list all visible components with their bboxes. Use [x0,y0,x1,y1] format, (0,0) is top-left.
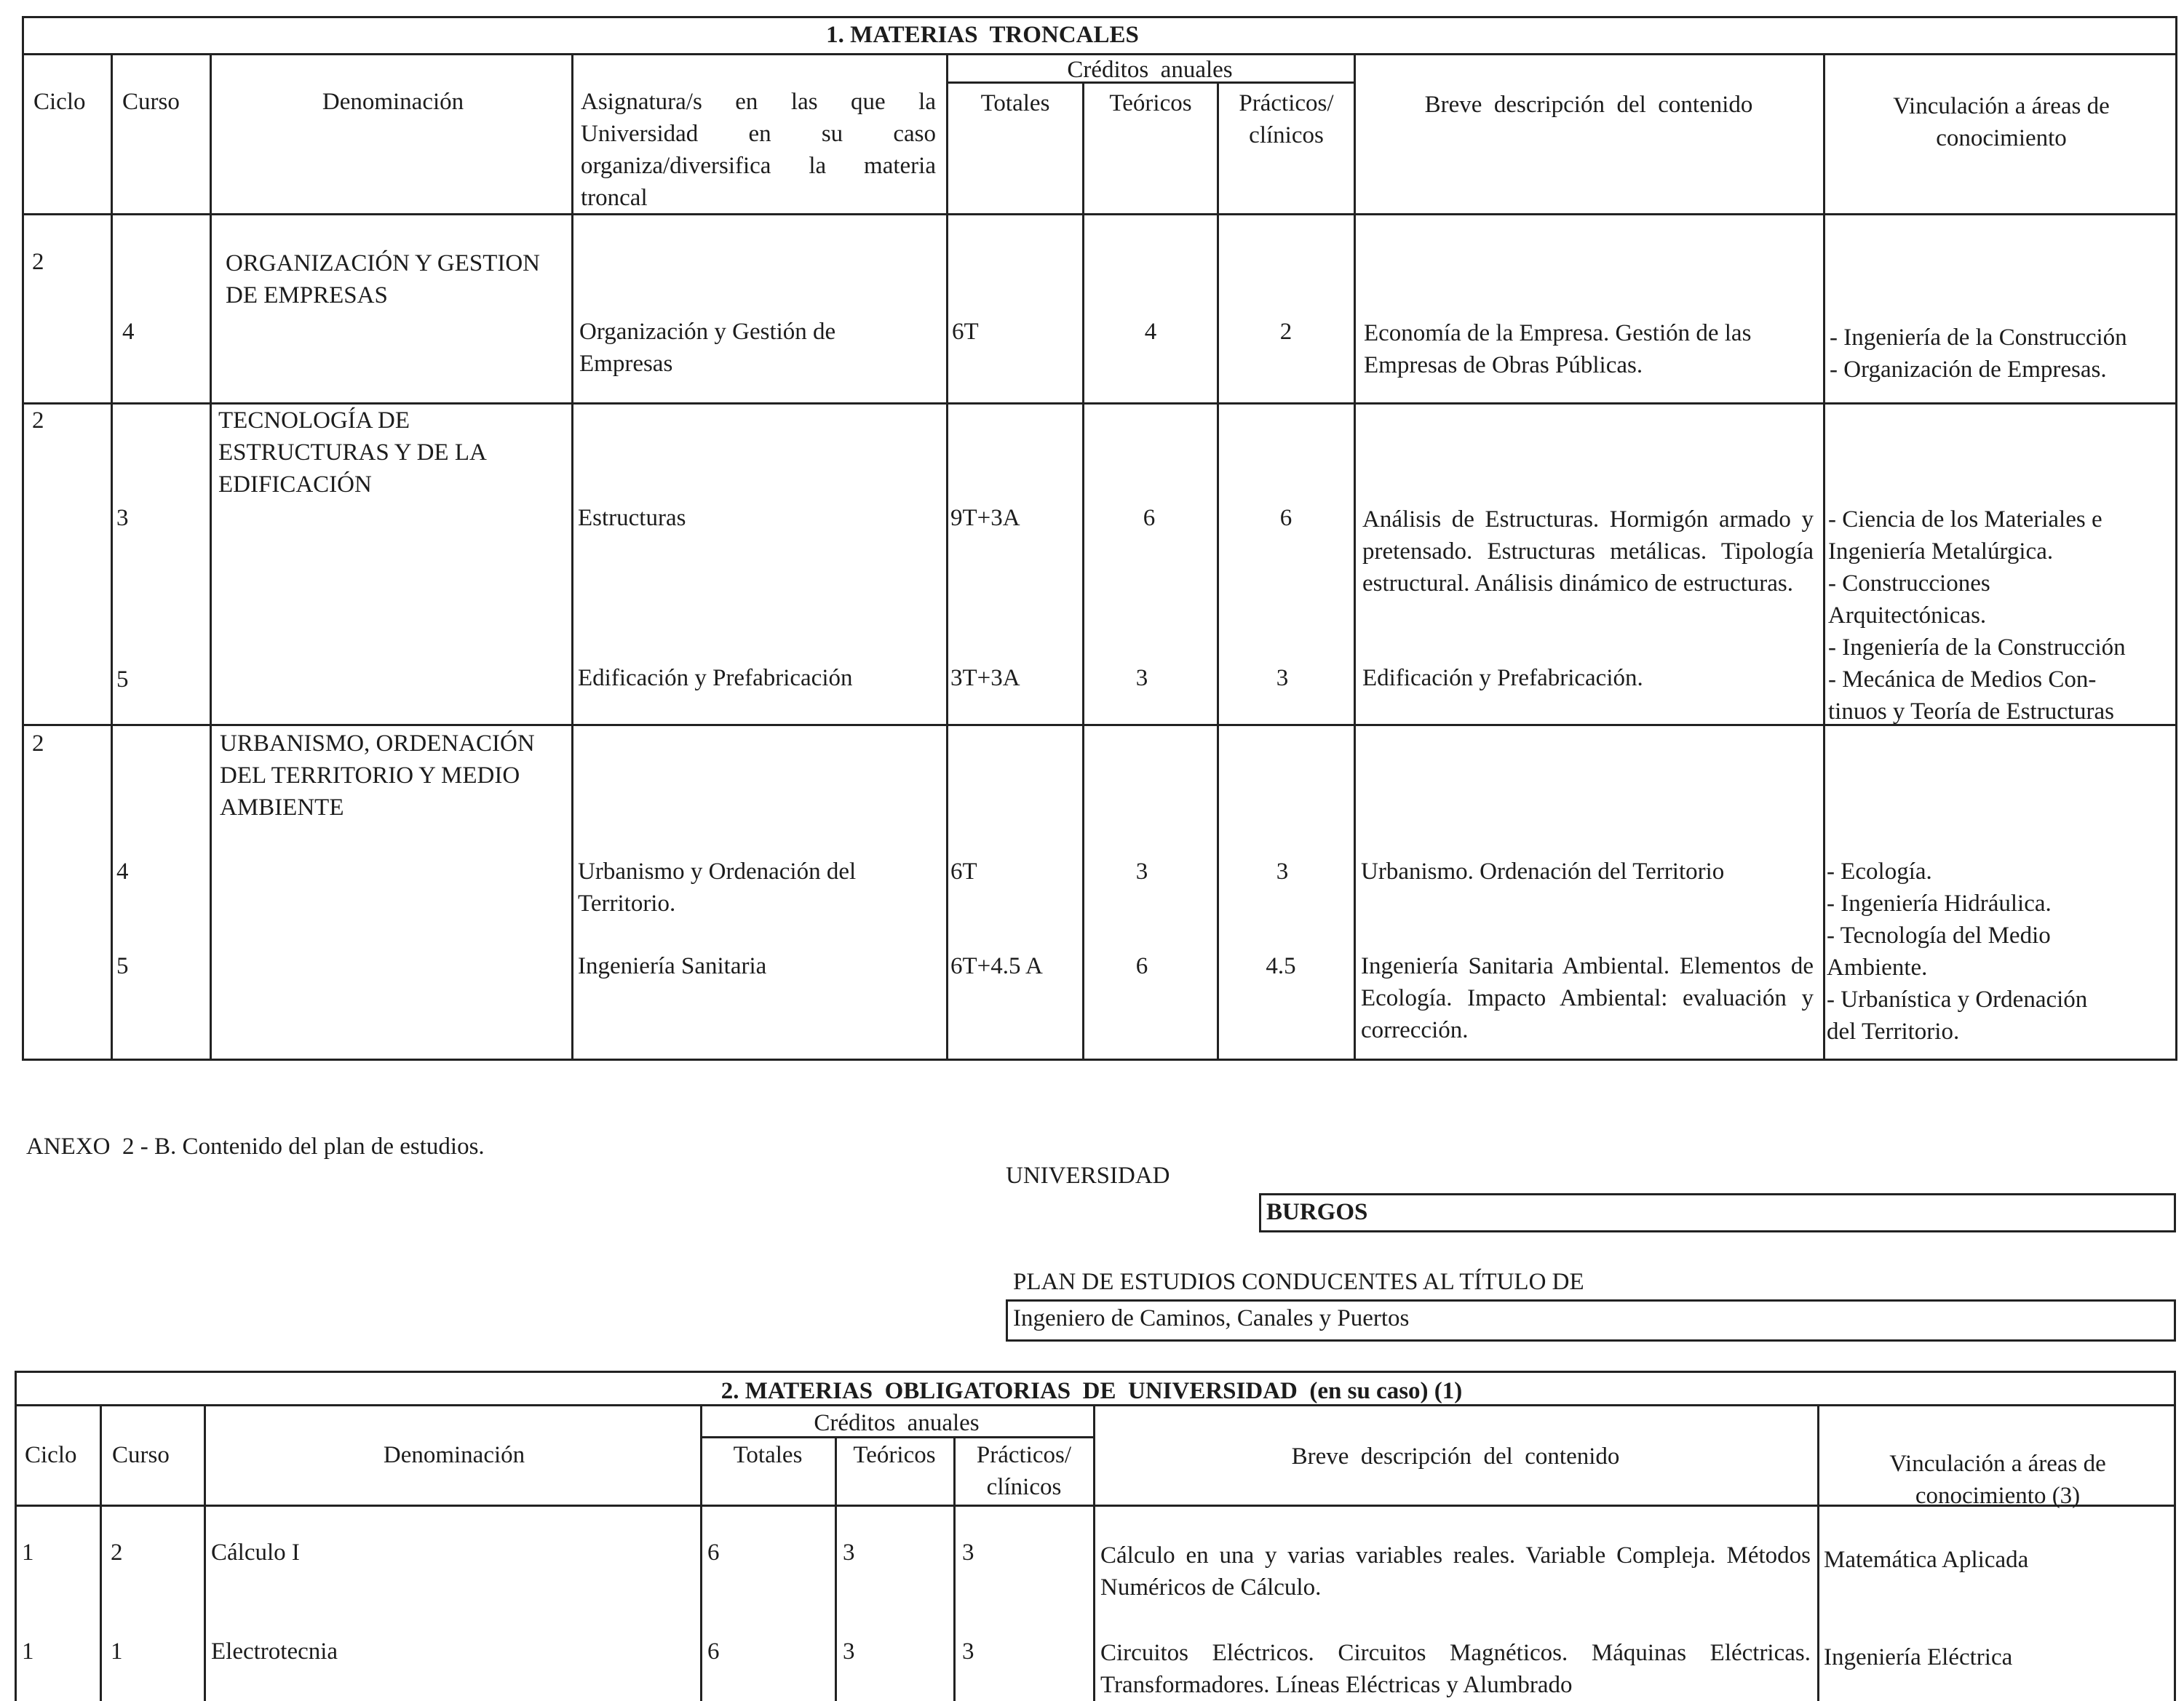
t2-col-line [15,1371,17,1701]
t2-denominacion: Electrotecnia [211,1638,338,1665]
t1-descripcion: Análisis de Estructuras. Hormigón armado y pretensado. Estructuras metálicas. Tipología estructural. Análisis dinámico de estructuras. [1362,506,1814,597]
t1-denominacion: URBANISMO, ORDENACIÓN DEL TERRITORIO Y MEDIO AMBIENTE [220,730,535,821]
t1-col-line [1354,53,1356,1061]
t2-col-line [700,1404,702,1701]
t2-ciclo: 1 [22,1638,34,1665]
t2-descripcion: Cálculo en una y varias variables reales. Variable Compleja. Métodos Numéricos de Cálculo. [1100,1542,1811,1601]
t1-col-line [22,16,24,1061]
universidad-label: UNIVERSIDAD [1006,1163,1170,1189]
t1-header-bottom-line [22,213,2177,215]
t2-header-descripcion: Breve descripción del contenido [1291,1443,1620,1470]
t1-col-line [2175,16,2177,1061]
t1-header-practicos: Prácticos/ clínicos [1239,90,1334,148]
t1-col-line [1217,81,1219,1061]
t1-practicos: 3 [1276,665,1289,691]
t1-denominacion: ORGANIZACIÓN Y GESTION DE EMPRESAS [226,250,541,308]
t1-col-line [111,53,113,1061]
t1-col-line [1823,53,1825,1061]
t1-descripcion: Ingeniería Sanitaria Ambiental. Elementos de Ecología. Impacto Ambiental: evaluación y corrección. [1361,953,1814,1043]
t1-practicos: 4.5 [1266,953,1296,979]
t2-vinculacion: Ingeniería Eléctrica [1824,1644,2013,1670]
t2-header-ciclo: Ciclo [25,1442,77,1468]
annex-title: ANEXO 2 - B. Contenido del plan de estudios. [26,1134,485,1160]
t1-totales: 9T+3A [950,505,1020,531]
t2-col-line [100,1404,102,1701]
t1-denominacion: TECNOLOGÍA DE ESTRUCTURAS Y DE LA EDIFICACIÓN [218,407,485,498]
t2-curso: 1 [111,1638,123,1665]
t1-totales: 6T+4.5 A [950,953,1043,979]
t1-header-vinculacion: Vinculación a áreas de conocimiento [1893,93,2110,151]
t1-asignatura: Urbanismo y Ordenación del Territorio. [578,859,857,917]
t2-ciclo: 1 [22,1539,34,1566]
t2-title: 2. MATERIAS OBLIGATORIAS DE UNIVERSIDAD (en su caso) (1) [720,1378,1463,1404]
t1-practicos: 2 [1279,319,1292,345]
t2-header-teoricos: Teóricos [853,1442,936,1468]
t1-asignatura: Ingeniería Sanitaria [578,953,767,979]
t1-curso: 3 [116,505,129,531]
t1-vinculacion: - Ecología. - Ingeniería Hidráulica. - Tecnología del Medio Ambiente. - Urbanística y Ordenación del Territorio. [1827,859,2088,1045]
t2-descripcion: Circuitos Eléctricos. Circuitos Magnéticos. Máquinas Eléctricas. Transformadores. Líneas Eléctricas y Alumbrado [1100,1640,1811,1698]
t1-totales: 6T [952,319,979,345]
t2-col-line [2174,1371,2176,1701]
t1-header-denominacion: Denominación [322,89,464,115]
t1-asignatura: Edificación y Prefabricación [578,665,853,691]
t1-teoricos: 3 [1135,665,1148,691]
t1-bottom-line [22,1059,2177,1061]
t1-title: 1. MATERIAS TRONCALES [826,22,1139,48]
t1-curso: 4 [122,319,135,345]
t1-descripcion: Edificación y Prefabricación. [1362,665,1643,691]
t1-col-line [571,53,573,1061]
t2-header-vinculacion: Vinculación a áreas de conocimiento (3) [1889,1451,2106,1509]
t1-top-border [22,16,2177,18]
t1-header-totales: Totales [980,90,1050,116]
t1-ciclo: 2 [32,407,44,434]
t2-col-line [953,1436,956,1701]
t1-teoricos: 6 [1135,953,1148,979]
t1-practicos: 3 [1276,859,1289,885]
t2-header-practicos: Prácticos/ clínicos [976,1442,1072,1500]
t2-totales: 6 [707,1638,720,1665]
t2-practicos: 3 [962,1638,974,1665]
t1-vinculacion: - Ingeniería de la Construcción - Organización de Empresas. [1830,324,2127,383]
t1-totales: 3T+3A [950,665,1020,691]
t2-denominacion: Cálculo I [211,1539,300,1566]
t1-asignatura: Organización y Gestión de Empresas [579,319,836,377]
t2-header-curso: Curso [112,1442,170,1468]
t2-vinculacion: Matemática Aplicada [1824,1547,2029,1573]
t1-descripcion: Urbanismo. Ordenación del Territorio [1361,859,1725,885]
t1-teoricos: 3 [1135,859,1148,885]
t2-top-border [15,1371,2176,1373]
t1-ciclo: 2 [32,730,44,757]
t2-teoricos: 3 [843,1638,855,1665]
universidad-box [1259,1193,2176,1232]
t1-asignatura: Estructuras [578,505,686,531]
t1-practicos: 6 [1279,505,1292,531]
t1-col-line [946,53,948,1061]
plan-label: PLAN DE ESTUDIOS CONDUCENTES AL TÍTULO DE [1013,1269,1584,1295]
t1-teoricos: 4 [1144,319,1157,345]
t1-ciclo: 2 [32,249,44,275]
t1-curso: 5 [116,953,129,979]
t1-header-asignatura: Asignatura/s en las que la Universidad en su caso organiza/diversifica la materia troncal [581,89,936,211]
t2-header-denominacion: Denominación [383,1442,525,1468]
t1-vinculacion: - Ciencia de los Materiales e Ingeniería Metalúrgica. - Construcciones Arquitectónicas. - Ingeniería de la Construcción - Mecánica de Medios Con- tinuos y Teoría de Estructuras [1828,506,2126,725]
t2-teoricos: 3 [843,1539,855,1566]
t1-header-creditos: Créditos anuales [1067,57,1233,83]
t2-header-totales: Totales [733,1442,803,1468]
t2-totales: 6 [707,1539,720,1566]
universidad-value: BURGOS [1266,1199,1368,1225]
t1-teoricos: 6 [1143,505,1156,531]
t2-practicos: 3 [962,1539,974,1566]
t2-header-creditos: Créditos anuales [814,1410,980,1436]
t2-col-line [204,1404,206,1701]
t1-curso: 5 [116,666,129,693]
t1-col-line [210,53,212,1061]
t1-header-teoricos: Teóricos [1109,90,1192,116]
t2-col-line [1817,1404,1819,1701]
t1-header-curso: Curso [122,89,180,115]
t1-totales: 6T [950,859,977,885]
t2-col-line [1093,1404,1095,1701]
t1-descripcion: Economía de la Empresa. Gestión de las Empresas de Obras Públicas. [1364,320,1752,378]
t1-header-ciclo: Ciclo [33,89,86,115]
t1-col-line [1082,81,1084,1061]
plan-value: Ingeniero de Caminos, Canales y Puertos [1013,1305,1410,1331]
t2-col-line [835,1436,837,1701]
t1-header-descripcion: Breve descripción del contenido [1424,92,1753,118]
t1-curso: 4 [116,859,129,885]
t2-curso: 2 [111,1539,123,1566]
